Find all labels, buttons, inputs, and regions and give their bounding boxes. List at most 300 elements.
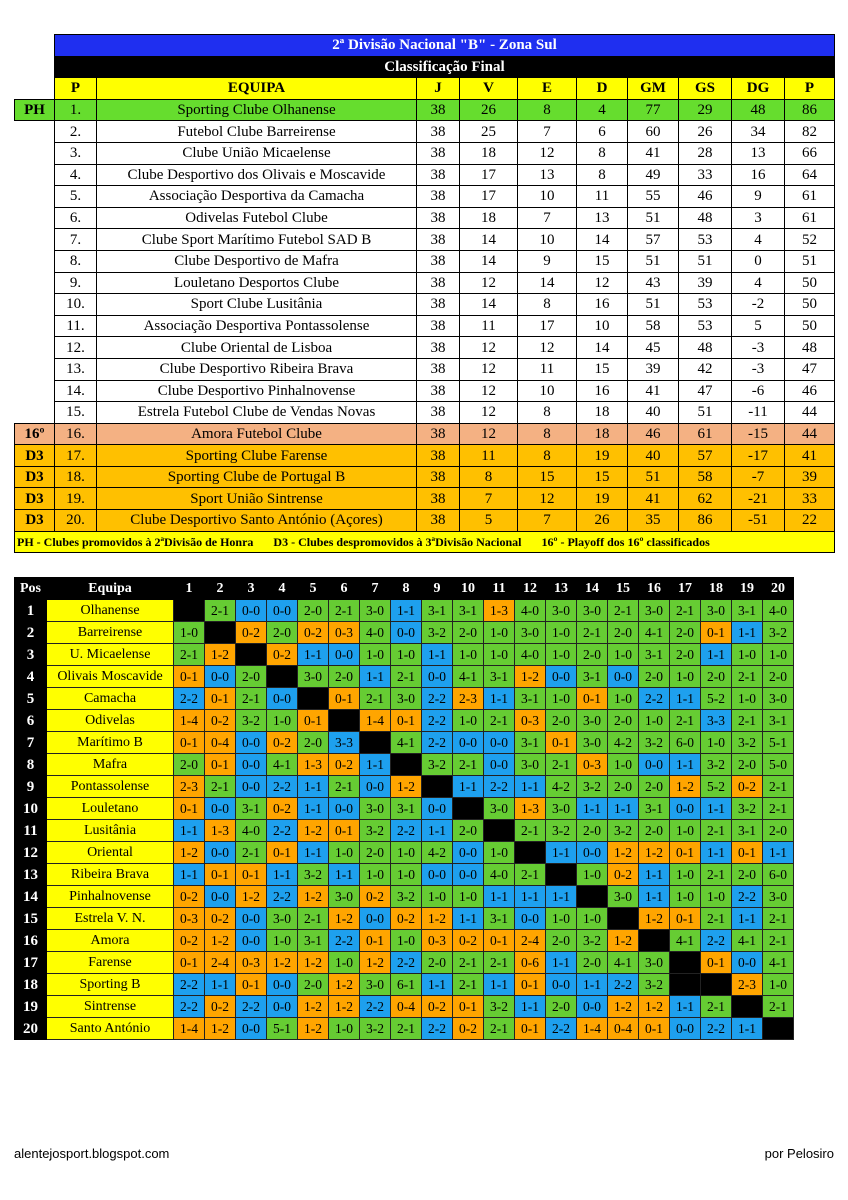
matrix-blank-cell [236, 644, 267, 666]
cell-draws: 12 [518, 488, 577, 510]
match-score-cell: 0-1 [701, 952, 732, 974]
cell-losses: 18 [577, 402, 628, 424]
match-score-cell: 2-0 [546, 996, 577, 1018]
matrix-row-pos: 10 [15, 798, 47, 820]
match-score-cell: 1-1 [515, 776, 546, 798]
match-score-cell: 0-1 [174, 732, 205, 754]
row-status-tag [15, 229, 55, 251]
match-score-cell: 3-2 [360, 1018, 391, 1040]
cell-played: 38 [417, 186, 460, 208]
col-header-goals-against: GS [679, 78, 732, 100]
cell-played: 38 [417, 164, 460, 186]
match-score-cell: 2-1 [515, 820, 546, 842]
match-score-cell: 1-1 [329, 864, 360, 886]
matrix-col-header: 2 [205, 578, 236, 600]
match-score-cell: 3-2 [577, 776, 608, 798]
matrix-blank-cell [205, 622, 236, 644]
match-score-cell: 2-0 [546, 930, 577, 952]
col-header-goal-diff: DG [732, 78, 785, 100]
match-score-cell: 1-2 [236, 886, 267, 908]
cell-points: 50 [785, 315, 835, 337]
match-score-cell: 1-0 [267, 930, 298, 952]
match-score-cell: 2-0 [298, 600, 329, 622]
cell-goals-for: 51 [628, 466, 679, 488]
match-score-cell: 2-0 [670, 644, 701, 666]
cell-draws: 15 [518, 466, 577, 488]
cell-wins: 26 [460, 99, 518, 121]
cell-wins: 8 [460, 466, 518, 488]
match-score-cell: 3-0 [701, 600, 732, 622]
match-score-cell: 2-2 [422, 732, 453, 754]
matrix-row [15, 952, 794, 974]
match-score-cell: 0-0 [205, 666, 236, 688]
match-score-cell: 0-1 [577, 688, 608, 710]
matrix-col-header: 15 [608, 578, 639, 600]
cell-losses: 10 [577, 315, 628, 337]
cell-position: 3. [55, 142, 97, 164]
standings-row [15, 142, 835, 164]
cell-team: Sporting Clube Olhanense [97, 99, 417, 121]
match-score-cell: 3-2 [732, 798, 763, 820]
cell-wins: 18 [460, 142, 518, 164]
matrix-row-pos: 2 [15, 622, 47, 644]
legend-ph: PH - Clubes promovidos à 2ªDivisão de Honra [17, 534, 254, 549]
match-score-cell: 1-3 [515, 798, 546, 820]
match-score-cell: 1-1 [701, 644, 732, 666]
standings-row [15, 423, 835, 445]
cell-position: 19. [55, 488, 97, 510]
matrix-col-header: 8 [391, 578, 422, 600]
match-score-cell: 1-1 [670, 688, 701, 710]
match-score-cell: 0-2 [298, 622, 329, 644]
match-score-cell: 2-0 [236, 666, 267, 688]
match-score-cell: 2-1 [732, 666, 763, 688]
cell-goal-diff: 9 [732, 186, 785, 208]
match-score-cell: 3-2 [391, 886, 422, 908]
match-score-cell: 2-0 [763, 820, 794, 842]
match-score-cell: 2-0 [639, 820, 670, 842]
cell-goal-diff: -15 [732, 423, 785, 445]
matrix-row [15, 930, 794, 952]
cell-goals-against: 47 [679, 380, 732, 402]
cell-losses: 15 [577, 466, 628, 488]
match-score-cell: 2-2 [608, 974, 639, 996]
cell-draws: 8 [518, 99, 577, 121]
match-score-cell: 1-1 [701, 798, 732, 820]
match-score-cell: 3-0 [577, 732, 608, 754]
match-score-cell: 1-1 [732, 908, 763, 930]
cell-draws: 9 [518, 250, 577, 272]
matrix-row-pos: 15 [15, 908, 47, 930]
match-score-cell: 3-1 [639, 798, 670, 820]
match-score-cell: 2-0 [639, 666, 670, 688]
cell-draws: 10 [518, 229, 577, 251]
match-score-cell: 0-0 [484, 754, 515, 776]
cell-goals-for: 77 [628, 99, 679, 121]
match-score-cell: 1-1 [639, 886, 670, 908]
cell-played: 38 [417, 402, 460, 424]
matrix-row-team: Marítimo B [47, 732, 174, 754]
cell-points: 22 [785, 510, 835, 532]
match-score-cell: 0-1 [391, 710, 422, 732]
match-score-cell: 0-1 [484, 930, 515, 952]
match-score-cell: 0-1 [639, 1018, 670, 1040]
match-score-cell: 3-0 [515, 622, 546, 644]
match-score-cell: 0-0 [236, 732, 267, 754]
cell-position: 4. [55, 164, 97, 186]
cell-goals-against: 51 [679, 402, 732, 424]
cell-draws: 8 [518, 445, 577, 467]
match-score-cell: 0-2 [236, 622, 267, 644]
match-score-cell: 4-2 [422, 842, 453, 864]
match-score-cell: 1-0 [329, 842, 360, 864]
match-score-cell: 0-0 [515, 908, 546, 930]
cell-goals-for: 46 [628, 423, 679, 445]
matrix-col-header: 17 [670, 578, 701, 600]
cell-team: Sport Clube Lusitânia [97, 294, 417, 316]
cell-position: 5. [55, 186, 97, 208]
match-score-cell: 2-1 [360, 688, 391, 710]
match-score-cell: 0-1 [174, 798, 205, 820]
cell-losses: 15 [577, 358, 628, 380]
match-score-cell: 2-0 [577, 952, 608, 974]
standings-row [15, 186, 835, 208]
match-score-cell: 1-0 [360, 864, 391, 886]
cell-team: Associação Desportiva da Camacha [97, 186, 417, 208]
matrix-blank-cell [267, 666, 298, 688]
match-score-cell: 1-3 [298, 754, 329, 776]
cell-goals-for: 51 [628, 250, 679, 272]
match-score-cell: 3-1 [236, 798, 267, 820]
match-score-cell: 0-0 [546, 974, 577, 996]
matrix-row-pos: 9 [15, 776, 47, 798]
match-score-cell: 2-1 [608, 600, 639, 622]
match-score-cell: 1-1 [515, 996, 546, 1018]
cell-goals-against: 53 [679, 229, 732, 251]
cell-played: 38 [417, 337, 460, 359]
cell-played: 38 [417, 121, 460, 143]
legend-row [15, 531, 835, 553]
match-score-cell: 1-0 [608, 754, 639, 776]
match-score-cell: 2-1 [329, 776, 360, 798]
match-score-cell: 1-1 [732, 1018, 763, 1040]
standings-row [15, 294, 835, 316]
cell-wins: 12 [460, 423, 518, 445]
match-score-cell: 1-0 [577, 908, 608, 930]
match-score-cell: 4-0 [515, 600, 546, 622]
standings-table [14, 34, 835, 553]
matrix-row [15, 908, 794, 930]
match-score-cell: 0-0 [236, 776, 267, 798]
cell-goals-for: 51 [628, 294, 679, 316]
cell-losses: 12 [577, 272, 628, 294]
match-score-cell: 0-1 [453, 996, 484, 1018]
cell-goals-for: 39 [628, 358, 679, 380]
match-score-cell: 2-0 [298, 974, 329, 996]
col-header-played: J [417, 78, 460, 100]
match-score-cell: 0-0 [267, 600, 298, 622]
match-score-cell: 1-1 [546, 886, 577, 908]
matrix-header-pos: Pos [15, 578, 47, 600]
cell-draws: 13 [518, 164, 577, 186]
match-score-cell: 1-2 [670, 776, 701, 798]
cell-position: 12. [55, 337, 97, 359]
standings-row [15, 250, 835, 272]
match-score-cell: 2-1 [453, 952, 484, 974]
match-score-cell: 1-2 [360, 952, 391, 974]
match-score-cell: 1-0 [763, 974, 794, 996]
match-score-cell: 1-3 [205, 820, 236, 842]
match-score-cell: 0-2 [453, 930, 484, 952]
match-score-cell: 1-2 [639, 996, 670, 1018]
match-score-cell: 1-2 [205, 1018, 236, 1040]
row-status-tag [15, 380, 55, 402]
match-score-cell: 3-0 [484, 798, 515, 820]
match-score-cell: 3-3 [329, 732, 360, 754]
matrix-row-team: Estrela V. N. [47, 908, 174, 930]
matrix-row-team: Louletano [47, 798, 174, 820]
match-score-cell: 3-0 [577, 710, 608, 732]
match-score-cell: 0-0 [484, 732, 515, 754]
matrix-row-team: Lusitânia [47, 820, 174, 842]
matrix-row-pos: 13 [15, 864, 47, 886]
match-score-cell: 2-0 [298, 732, 329, 754]
cell-losses: 26 [577, 510, 628, 532]
match-score-cell: 2-1 [205, 600, 236, 622]
standings-row [15, 466, 835, 488]
table-subtitle: Classificação Final [55, 56, 835, 78]
cell-played: 38 [417, 445, 460, 467]
cell-goal-diff: -7 [732, 466, 785, 488]
row-status-tag [15, 402, 55, 424]
match-score-cell: 1-2 [205, 644, 236, 666]
match-score-cell: 0-1 [236, 864, 267, 886]
matrix-blank-cell [577, 886, 608, 908]
match-score-cell: 1-0 [732, 688, 763, 710]
cell-goals-against: 58 [679, 466, 732, 488]
matrix-row-pos: 18 [15, 974, 47, 996]
col-header-position: P [55, 78, 97, 100]
cell-team: Clube Sport Marítimo Futebol SAD B [97, 229, 417, 251]
col-header-points: P [785, 78, 835, 100]
match-score-cell: 1-0 [267, 710, 298, 732]
cell-position: 8. [55, 250, 97, 272]
match-score-cell: 2-1 [701, 864, 732, 886]
match-score-cell: 1-0 [329, 952, 360, 974]
match-score-cell: 2-0 [670, 622, 701, 644]
match-score-cell: 0-1 [732, 842, 763, 864]
match-score-cell: 2-0 [732, 754, 763, 776]
cell-team: Amora Futebol Clube [97, 423, 417, 445]
matrix-row-team: Pinhalnovense [47, 886, 174, 908]
match-score-cell: 3-0 [763, 886, 794, 908]
match-score-cell: 2-1 [391, 666, 422, 688]
match-score-cell: 4-1 [639, 622, 670, 644]
match-score-cell: 1-4 [174, 1018, 205, 1040]
match-score-cell: 0-1 [329, 688, 360, 710]
cell-goal-diff: 13 [732, 142, 785, 164]
match-score-cell: 4-1 [763, 952, 794, 974]
match-score-cell: 0-0 [546, 666, 577, 688]
matrix-blank-cell [608, 908, 639, 930]
cell-goals-for: 41 [628, 380, 679, 402]
match-score-cell: 1-1 [670, 996, 701, 1018]
match-score-cell: 2-2 [484, 776, 515, 798]
cell-goal-diff: 16 [732, 164, 785, 186]
cell-played: 38 [417, 250, 460, 272]
cell-wins: 5 [460, 510, 518, 532]
cell-losses: 19 [577, 445, 628, 467]
match-score-cell: 2-1 [546, 754, 577, 776]
cell-wins: 14 [460, 229, 518, 251]
match-score-cell: 2-2 [639, 688, 670, 710]
match-score-cell: 4-1 [453, 666, 484, 688]
cell-goals-against: 42 [679, 358, 732, 380]
match-score-cell: 0-0 [577, 842, 608, 864]
match-score-cell: 3-1 [515, 688, 546, 710]
match-score-cell: 1-1 [298, 776, 329, 798]
cell-position: 7. [55, 229, 97, 251]
match-score-cell: 2-2 [422, 688, 453, 710]
match-score-cell: 4-0 [236, 820, 267, 842]
match-score-cell: 0-2 [267, 798, 298, 820]
match-score-cell: 1-4 [174, 710, 205, 732]
match-score-cell: 1-4 [360, 710, 391, 732]
col-header-draws: E [518, 78, 577, 100]
match-score-cell: 1-1 [515, 886, 546, 908]
match-score-cell: 2-2 [236, 996, 267, 1018]
cell-goal-diff: -51 [732, 510, 785, 532]
cell-played: 38 [417, 488, 460, 510]
match-score-cell: 0-0 [205, 798, 236, 820]
cell-points: 51 [785, 250, 835, 272]
matrix-col-header: 3 [236, 578, 267, 600]
match-score-cell: 0-0 [422, 864, 453, 886]
cell-losses: 16 [577, 380, 628, 402]
match-score-cell: 1-2 [515, 666, 546, 688]
match-score-cell: 5-2 [701, 776, 732, 798]
match-score-cell: 1-1 [174, 864, 205, 886]
cell-goals-against: 62 [679, 488, 732, 510]
match-score-cell: 0-1 [670, 908, 701, 930]
row-status-tag [15, 250, 55, 272]
match-score-cell: 0-1 [329, 820, 360, 842]
match-score-cell: 3-2 [732, 732, 763, 754]
cell-goals-for: 51 [628, 207, 679, 229]
cell-points: 86 [785, 99, 835, 121]
match-score-cell: 0-0 [329, 644, 360, 666]
match-score-cell: 5-1 [763, 732, 794, 754]
cell-played: 38 [417, 142, 460, 164]
match-score-cell: 1-0 [391, 644, 422, 666]
match-score-cell: 2-0 [329, 666, 360, 688]
matrix-row [15, 886, 794, 908]
cell-points: 48 [785, 337, 835, 359]
cell-team: Sporting Clube de Portugal B [97, 466, 417, 488]
standings-row [15, 121, 835, 143]
match-score-cell: 1-1 [484, 688, 515, 710]
match-score-cell: 0-1 [515, 974, 546, 996]
match-score-cell: 2-2 [391, 820, 422, 842]
match-score-cell: 1-2 [639, 842, 670, 864]
standings-header-row [15, 78, 835, 100]
match-score-cell: 0-0 [267, 974, 298, 996]
match-score-cell: 1-0 [484, 644, 515, 666]
cell-played: 38 [417, 294, 460, 316]
cell-goals-for: 43 [628, 272, 679, 294]
cell-goals-against: 53 [679, 294, 732, 316]
cell-played: 38 [417, 510, 460, 532]
cell-team: Estrela Futebol Clube de Vendas Novas [97, 402, 417, 424]
match-score-cell: 0-0 [236, 1018, 267, 1040]
cell-goals-for: 41 [628, 488, 679, 510]
match-score-cell: 1-2 [298, 886, 329, 908]
cell-goals-against: 61 [679, 423, 732, 445]
match-score-cell: 3-1 [484, 666, 515, 688]
match-score-cell: 1-1 [298, 798, 329, 820]
match-score-cell: 1-0 [546, 688, 577, 710]
match-score-cell: 1-2 [298, 996, 329, 1018]
match-score-cell: 0-3 [174, 908, 205, 930]
match-score-cell: 4-0 [360, 622, 391, 644]
cell-position: 14. [55, 380, 97, 402]
cell-played: 38 [417, 99, 460, 121]
match-score-cell: 1-1 [577, 974, 608, 996]
match-score-cell: 3-2 [298, 864, 329, 886]
match-score-cell: 2-1 [484, 1018, 515, 1040]
match-score-cell: 3-0 [577, 600, 608, 622]
cell-team: Clube União Micaelense [97, 142, 417, 164]
match-score-cell: 3-1 [422, 600, 453, 622]
standings-row [15, 164, 835, 186]
match-score-cell: 1-0 [329, 1018, 360, 1040]
match-score-cell: 1-1 [453, 776, 484, 798]
match-score-cell: 6-1 [391, 974, 422, 996]
match-score-cell: 2-2 [267, 886, 298, 908]
cell-goal-diff: 34 [732, 121, 785, 143]
cell-team: Sporting Clube Farense [97, 445, 417, 467]
match-score-cell: 1-1 [267, 864, 298, 886]
cell-played: 38 [417, 272, 460, 294]
cell-losses: 11 [577, 186, 628, 208]
match-score-cell: 1-1 [360, 754, 391, 776]
match-score-cell: 3-1 [577, 666, 608, 688]
match-score-cell: 1-2 [329, 996, 360, 1018]
row-status-tag: 16º [15, 423, 55, 445]
match-score-cell: 1-1 [546, 842, 577, 864]
cell-played: 38 [417, 358, 460, 380]
match-score-cell: 3-0 [267, 908, 298, 930]
cell-wins: 12 [460, 337, 518, 359]
match-score-cell: 2-1 [236, 842, 267, 864]
match-score-cell: 4-1 [732, 930, 763, 952]
matrix-header-row [15, 578, 794, 600]
match-score-cell: 1-1 [360, 666, 391, 688]
cell-draws: 7 [518, 121, 577, 143]
match-score-cell: 1-1 [205, 974, 236, 996]
match-score-cell: 3-1 [515, 732, 546, 754]
cell-wins: 17 [460, 186, 518, 208]
cell-draws: 12 [518, 337, 577, 359]
match-score-cell: 0-1 [670, 842, 701, 864]
match-score-cell: 1-1 [763, 842, 794, 864]
match-score-cell: 2-2 [732, 886, 763, 908]
match-score-cell: 0-3 [329, 622, 360, 644]
matrix-col-header: 4 [267, 578, 298, 600]
match-score-cell: 0-2 [174, 930, 205, 952]
matrix-row-team: Pontassolense [47, 776, 174, 798]
match-score-cell: 0-2 [174, 886, 205, 908]
